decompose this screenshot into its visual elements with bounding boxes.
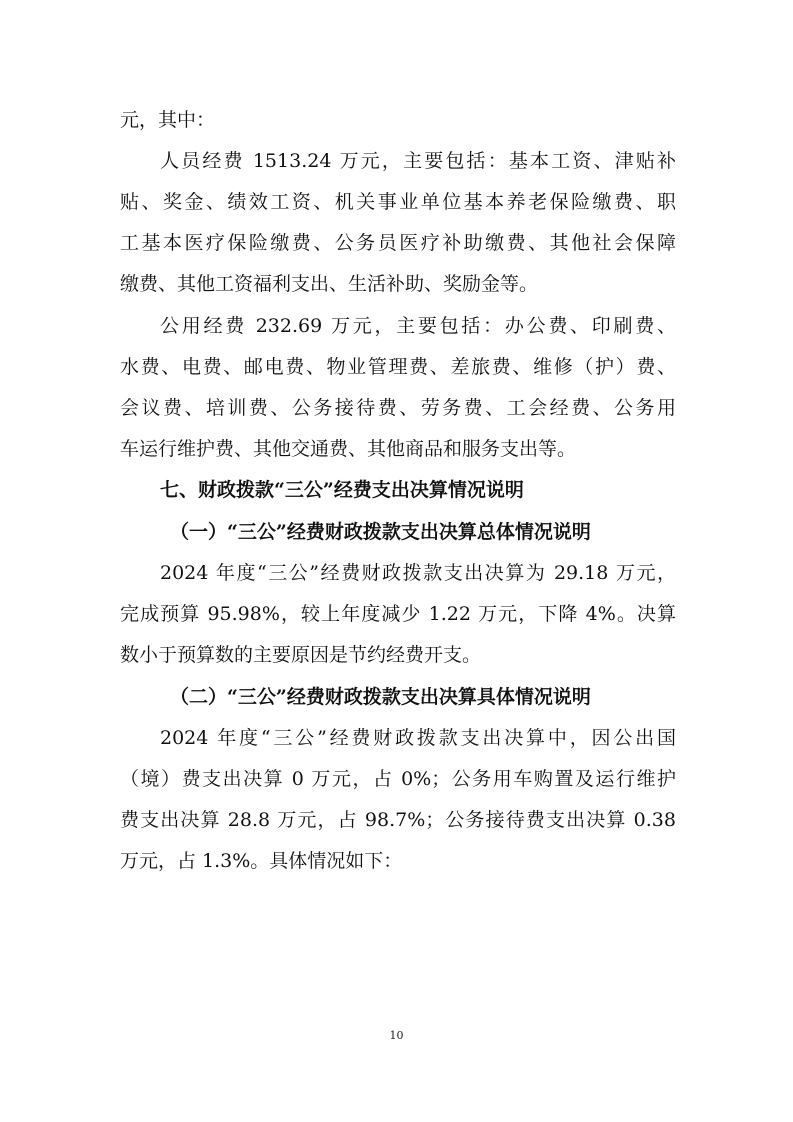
paragraph-line: 元，其中： [120, 109, 216, 131]
paragraph-line: 公用经费 232.69 万元，主要包括：办公费、印刷费、 [160, 315, 676, 337]
subsection-heading: （二）“三公”经费财政拨款支出决算具体情况说明 [170, 686, 591, 708]
page-number: 10 [389, 1029, 404, 1042]
subsection-heading: （一）“三公”经费财政拨款支出决算总体情况说明 [170, 521, 591, 543]
paragraph-line: 2024 年度“三公”经费财政拨款支出决算中，因公出国 [160, 727, 676, 749]
paragraph-line: 车运行维护费、其他交通费、其他商品和服务支出等。 [120, 438, 577, 460]
paragraph-line: 费支出决算 28.8 万元，占 98.7%；公务接待费支出决算 0.38 [120, 809, 676, 831]
paragraph-line: 贴、奖金、绩效工资、机关事业单位基本养老保险缴费、职 [120, 191, 676, 213]
paragraph-line: 工基本医疗保险缴费、公务员医疗补助缴费、其他社会保障 [120, 232, 676, 254]
section-heading: 七、财政拨款“三公”经费支出决算情况说明 [160, 479, 524, 501]
paragraph-line: 数小于预算数的主要原因是节约经费开支。 [120, 644, 482, 666]
paragraph-line: 水费、电费、邮电费、物业管理费、差旅费、维修（护）费、 [120, 356, 676, 378]
paragraph-line: （境）费支出决算 0 万元，占 0%；公务用车购置及运行维护 [120, 768, 676, 790]
paragraph-line: 会议费、培训费、公务接待费、劳务费、工会经费、公务用 [120, 397, 676, 419]
paragraph-line: 缴费、其他工资福利支出、生活补助、奖励金等。 [120, 273, 539, 295]
paragraph-line: 2024 年度“三公”经费财政拨款支出决算为 29.18 万元， [160, 562, 676, 584]
paragraph-line: 人员经费 1513.24 万元，主要包括：基本工资、津贴补 [160, 150, 676, 172]
paragraph-line: 万元，占 1.3%。具体情况如下： [120, 850, 403, 872]
paragraph-line: 完成预算 95.98%，较上年度减少 1.22 万元，下降 4%。决算 [120, 603, 676, 625]
